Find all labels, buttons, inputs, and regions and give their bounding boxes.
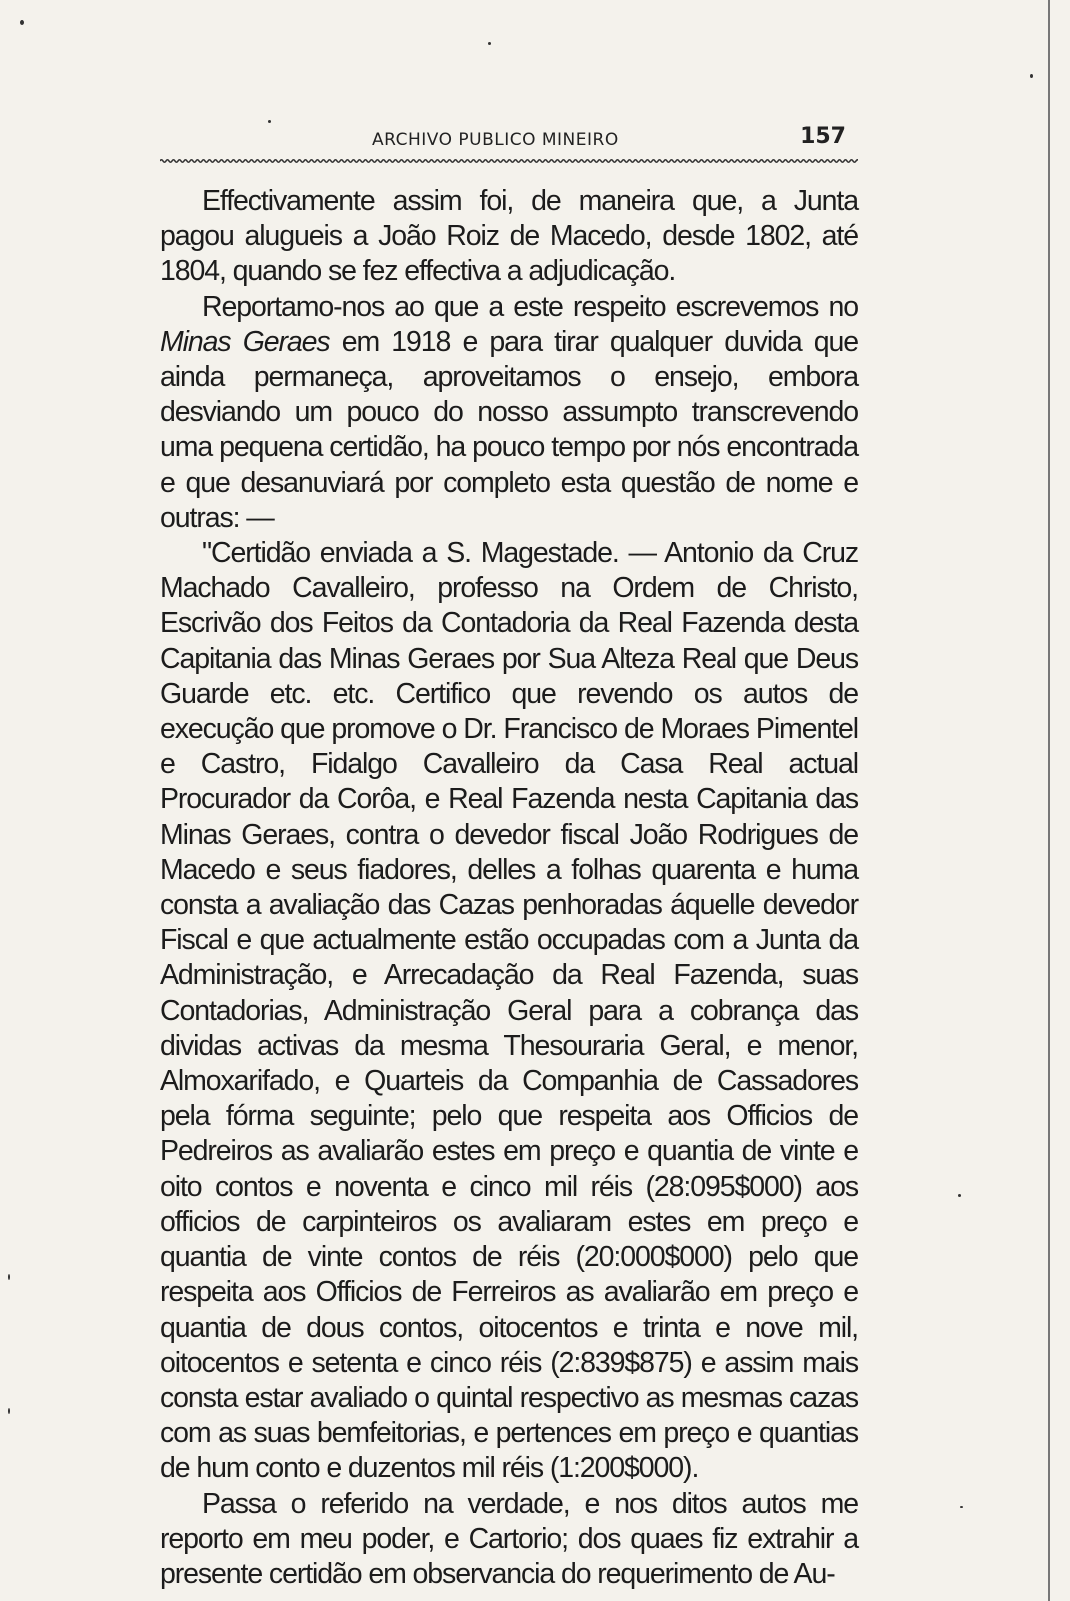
print-speck [268, 120, 271, 123]
newspaper-title-italic: Minas Geraes [160, 325, 330, 358]
body-text [160, 184, 858, 1592]
paragraph-1-text: Effectivamente assim foi, de maneira que, a Junta pagou alugueis a João Roiz de Macedo, desde 1802, até 1804, quando se fez effectiva a adjudicação. [160, 185, 858, 288]
print-speck [20, 20, 24, 25]
paragraph-2-text-start: Reportamo-nos ao que a este respeito escrevemos no [202, 290, 858, 323]
print-speck [958, 1194, 961, 1197]
print-speck [960, 1506, 963, 1508]
paragraph-3-certificate [160, 536, 858, 1486]
running-header-title: ARCHIVO PUBLICO MINEIRO [372, 130, 619, 150]
page-edge-shadow [1048, 0, 1050, 1601]
paragraph-2-text-end: em 1918 e para tirar qualquer duvida que ainda permaneça, aproveitamos o ensejo, embora desviando um pouco do nosso assumpto transcrevendo uma pequena certidão, ha pouco tempo por nós encontrada e que desanuviará por completo esta questão de nome e outras: — [160, 325, 859, 534]
running-header [160, 118, 858, 158]
print-speck [8, 1408, 10, 1414]
paragraph-3-text: "Certidão enviada a S. Magestade. — Antonio da Cruz Machado Cavalleiro, professo na Ordem de Christo, Escrivão dos Feitos da Contadoria da Real Fazenda desta Capitania das Minas Geraes por Sua Alteza Real que Deus Guarde etc. etc. Certifico que revendo os autos de execução que promove o Dr. Francisco de Moraes Pimentel e Castro, Fidalgo Cavalleiro da Casa Real actual Procurador da Corôa, e Real Fazenda nesta Capitania das Minas Geraes, contra o devedor fiscal João Rodrigues de Macedo e seus fiadores, delles a folhas quarenta e huma consta a avaliação das Cazas penhoradas áquelle devedor Fiscal e que actualmente estão occupadas com a Junta da Administração, e Arrecadação da Real Fazenda, suas Contadorias, Administração Geral para a cobrança das dividas activas da mesma Thesouraria Geral, e menor, Almoxarifado, e Quarteis da Companhia de Cassadores pela fórma seguinte; pelo que respeita aos Officios de Pedreiros as avaliarão estes em preço e quantia de vinte e oito contos e noventa e cinco mil réis (28:095$000) aos officios de carpinteiros os avaliaram estes em preço e quantia de vinte contos de réis (20:000$000) pelo que respeita aos Officios de Ferreiros as avaliarão em preço e quantia de dous contos, oitocentos e trinta e nove mil, oitocentos e setenta e cinco réis (2:839$875) e assim mais consta estar avaliado o quintal respectivo as mesmas cazas com as suas bemfeitorias, e pertences em preço e quantias de hum conto e duzentos mil réis (1:200$000). [160, 537, 858, 1485]
print-speck [488, 42, 491, 45]
paragraph-2 [160, 290, 858, 536]
print-speck [8, 1274, 10, 1280]
paragraph-4-text: Passa o referido na verdade, e nos ditos autos me reporto em meu poder, e Cartorio; dos quaes fiz extrahir a presente certidão em observancia do requerimento de Au- [160, 1487, 858, 1590]
header-wavy-rule [160, 158, 858, 164]
print-speck [1030, 74, 1033, 78]
page-number: 157 [800, 124, 846, 149]
paragraph-4 [160, 1487, 858, 1593]
paragraph-1 [160, 184, 858, 290]
